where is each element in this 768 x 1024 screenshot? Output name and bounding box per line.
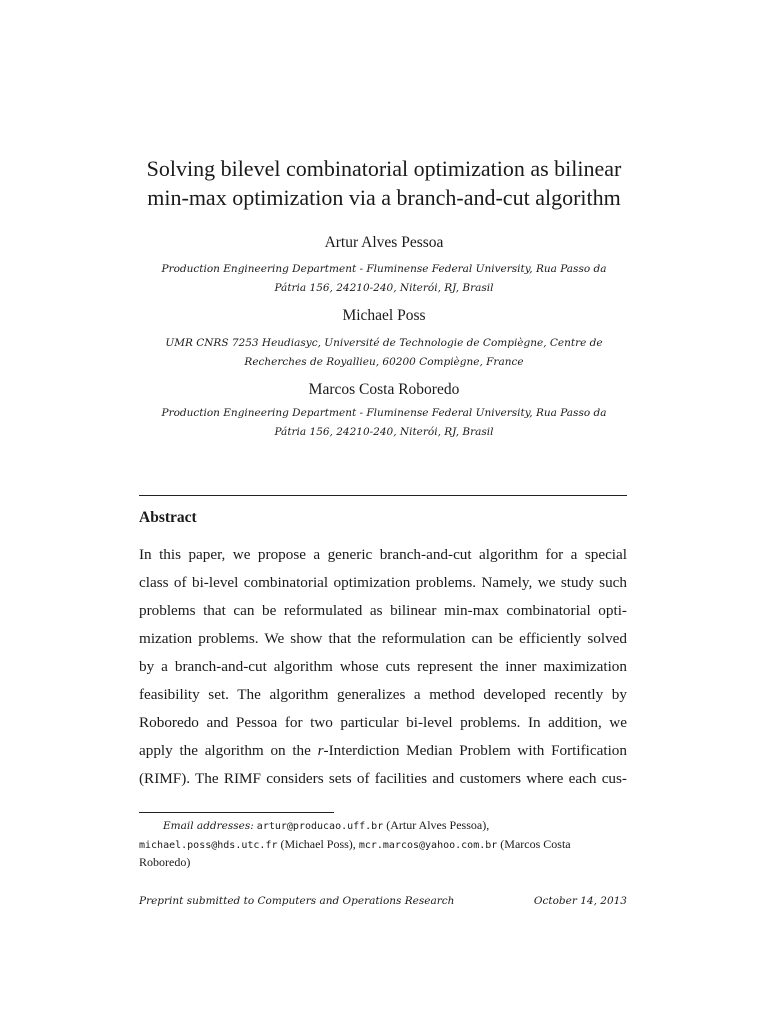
author-name: Artur Alves Pessoa (324, 234, 444, 251)
abstract-line: by a branch-and-cut algorithm whose cuts represent the inner maximization (139, 658, 627, 675)
abstract-body (139, 541, 627, 793)
affiliation-line: Recherches de Royallieu, 60200 Compiègne, France (244, 356, 524, 368)
abstract-line: feasibility set. The algorithm generalizes a method developed recently by (139, 686, 627, 703)
abstract-line: (RIMF). The RIMF considers sets of facilities and customers where each cus- (139, 770, 627, 787)
paper-title (100, 154, 668, 212)
abstract-line: problems that can be reformulated as bilinear min-max combinatorial opti- (139, 602, 627, 619)
email-owner: (Marcos Costa (500, 836, 571, 851)
author-affiliation (140, 334, 628, 372)
footnote-label: Email addresses: (163, 820, 254, 832)
abstract-line: class of bi-level combinatorial optimization problems. Namely, we study such (139, 574, 627, 591)
abstract-line (139, 737, 627, 765)
abstract-text: apply the algorithm on the (139, 742, 318, 759)
author-name: Michael Poss (342, 307, 426, 324)
affiliation-line: Production Engineering Department - Fluminense Federal University, Rua Passo da (161, 263, 607, 275)
title-line-2: min-max optimization via a branch-and-cut algorithm (147, 185, 621, 210)
abstract-heading: Abstract (139, 509, 197, 526)
author-affiliation (140, 260, 628, 298)
abstract-line: mization problems. We show that the reformulation can be efficiently solved (139, 630, 627, 647)
abstract-line: Roboredo and Pessoa for two particular bi-level problems. In addition, we (139, 714, 627, 731)
email-owner: (Artur Alves Pessoa), (386, 818, 490, 832)
preprint-date: October 14, 2013 (533, 895, 627, 907)
email-address[interactable]: artur@producao.uff.br (256, 821, 384, 832)
footnote-line (139, 817, 627, 836)
author-affiliation (140, 404, 628, 442)
abstract-divider (139, 495, 627, 496)
email-owner: (Michael Poss), (280, 836, 356, 851)
affiliation-line: Production Engineering Department - Fluminense Federal University, Rua Passo da (161, 407, 607, 419)
email-address[interactable]: michael.poss@hds.utc.fr (139, 839, 278, 851)
footnote-divider (139, 812, 334, 813)
abstract-line: In this paper, we propose a generic branch-and-cut algorithm for a special (139, 546, 627, 563)
affiliation-line: Pátria 156, 24210-240, Niterói, RJ, Brasil (274, 426, 494, 438)
title-line-1: Solving bilevel combinatorial optimization as bilinear (146, 156, 622, 181)
preprint-note: Preprint submitted to Computers and Operations Research (139, 895, 455, 907)
email-footnote (139, 817, 627, 871)
affiliation-line: Pátria 156, 24210-240, Niterói, RJ, Brasil (274, 282, 494, 294)
author-name: Marcos Costa Roboredo (308, 381, 460, 398)
email-address[interactable]: mcr.marcos@yahoo.com.br (358, 839, 498, 851)
footnote-line (139, 836, 627, 855)
affiliation-line: UMR CNRS 7253 Heudiasyc, Université de Technologie de Compiègne, Centre de (165, 337, 603, 349)
math-variable-r: r (317, 742, 324, 759)
abstract-text: -Interdiction Median Problem with Fortification (323, 742, 627, 759)
footnote-line: Roboredo) (139, 855, 191, 869)
